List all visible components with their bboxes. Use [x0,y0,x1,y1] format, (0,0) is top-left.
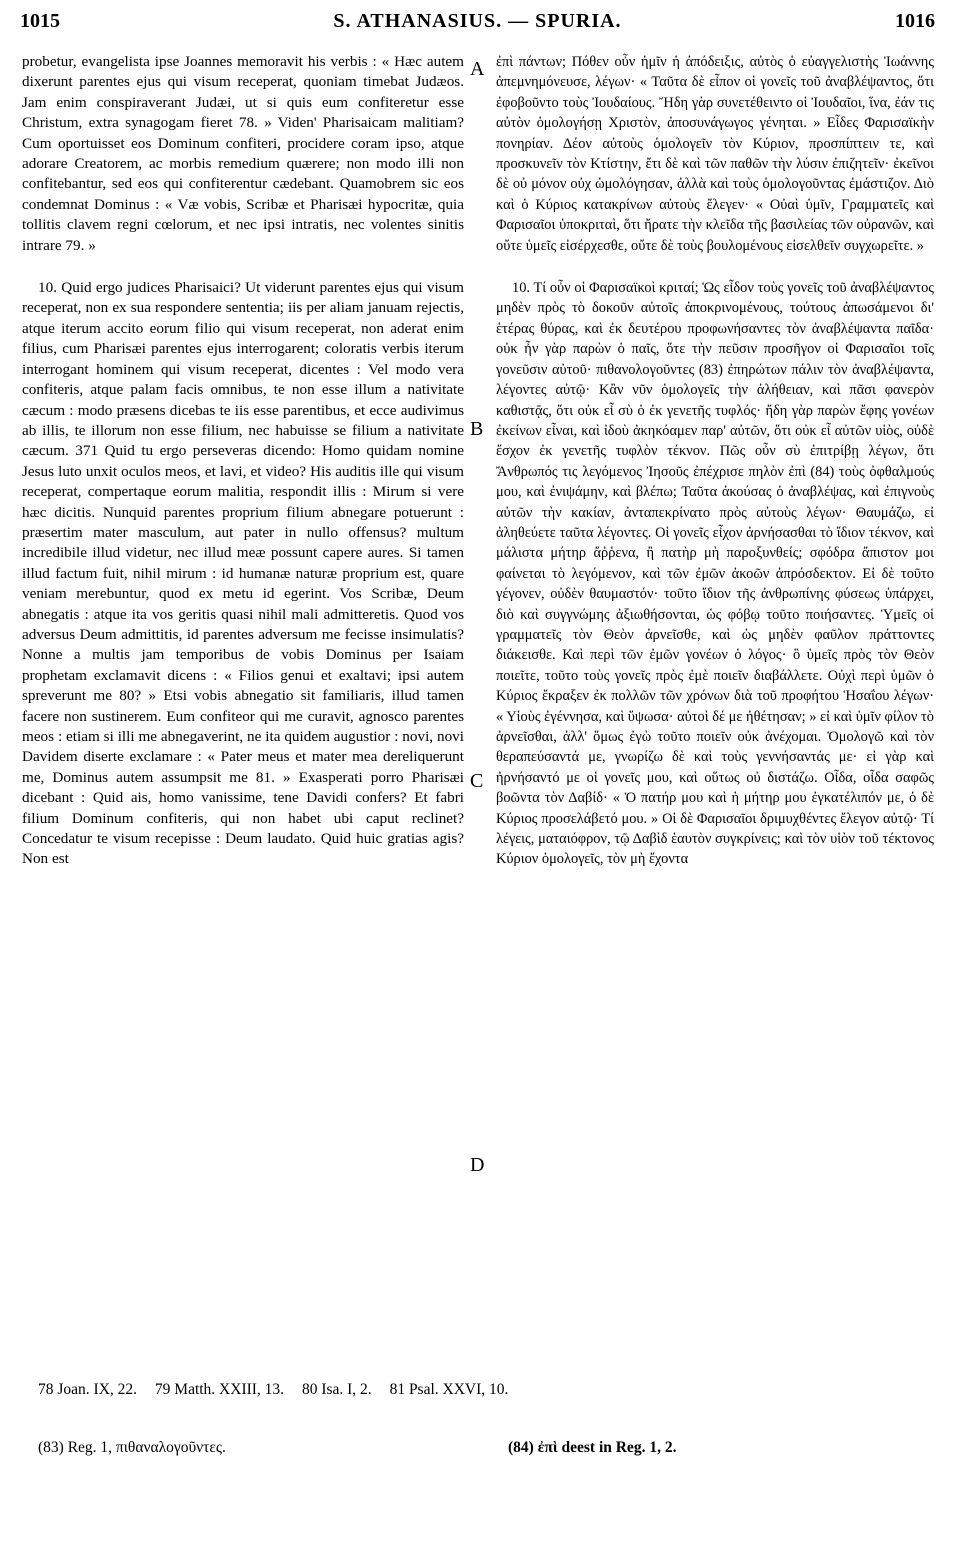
variant-note-84: (84) ἐπὶ deest in Reg. 1, 2. [508,1439,677,1456]
running-title: S. ATHANASIUS. — SPURIA. [333,10,622,32]
section-marker-d: D [470,1154,485,1176]
footnote-80: 80 Isa. I, 2. [301,1381,372,1398]
footnotes [38,1381,522,1399]
footnote-78: 78 Joan. IX, 22. [38,1381,138,1398]
greek-paragraph-2: 10. Τί οὖν οἱ Φαρισαϊκοὶ κριταί; Ὡς εἶδον τοὺς γονεῖς τοῦ ἀναβλέψαντος μηδὲν πρὸς τὸ δοκοῦν αὐτοῖς ἀποκρινομένους, τούτους ἀπωσάμενοι δι' ἑτέρας θύρας, καὶ ἐκ δευτέρου προφωνήσαντες τὸν ἀναβλέψαντα παῖδα· οὐκ ἦν γὰρ παρὼν ὁ παῖς, ὅτε τὴν πεῦσιν προσῆγον οἱ Φαρισαῖοι τοῖς γονεῦσιν αὐτοῦ· πιθανολογοῦντες (83) ἐπηρώτων πάλιν τὸν ἀναβλέψαντα, λέγοντες αὐτῷ· Κἂν νῦν ὁμολογεῖς τὴν ἀλήθειαν, καὶ πᾶσι φανερὸν καθιστᾷς, ὅτι οὐκ εἶ σὺ ὁ ἐκ γενετῆς τυφλός· ἤδη γὰρ παρὼν ἔφης γονέων ἐκείνων εἶναι, καὶ ἰδοὺ ἀκηκόαμεν παρ' αὐτῶν, ὅτι οὐκ εἶ αὐτῶν υἱὸς, οὐδὲ ἔσχον ἐκ γενετῆς τυφλὸν τέκνον. Πῶς οὖν σὺ ἐπιτρίβῃ λέγων, ὅτι Ἄνθρωπός τις λεγόμενος Ἰησοῦς ἐπέχρισε πηλὸν ἐπὶ (84) τοὺς ὀφθαλμούς μου, καὶ ἐνιψάμην, καὶ βλέπω; Ταῦτα ἀκούσας ὁ ἀναβλέψας, καὶ ἐπιγνοὺς αὐτῶν τὴν κακίαν, ἀνταπεκρίνατο πρὸς αὐτοὺς λέγων· Θαυμάζω, εἰ ἀληθεύετε ταῦτα λέγοντες. Οἱ γονεῖς εἶχον ἀρνήσασθαι τὸ ἴδιον τέκνον, καὶ μάλιστα μήτηρ ἄῤῥενα, ἢ πατὴρ μὴ παροξυνθείς; σφόδρα ἄπιστον μοι φαίνεται τὸ λεγόμενον, καὶ τῶν ἐμῶν ἀκοῶν ἀπρόσδεκτον. Εἰ δὲ τοῦτο γέγονεν, οὐδὲν θαυμαστόν· τοῦτο ἴδιον τῆς ἀνθρωπίνης φύσεως ὑπάρχει, διὸ καὶ συγγνώμης ἀξιωθήσονται, ὡς φόβῳ τοῦτο ποιήσαντες. Ὑμεῖς οἱ γραμματεῖς τὸν Θεὸν ἀρνεῖσθε, καὶ ὡς μηδὲν φαῦλον πράττοντες διάκεισθε. Καὶ περὶ τῶν ἐμῶν γονέων ὁ λόγος· ὃ ὑμεῖς πρὸς τὸν Θεὸν ποιεῖτε, τοῦτο τοὺς γονεῖς πρὸς ἐμὲ ποιεῖν διαβάλλετε. Οὐχὶ περὶ ὑμῶν ὁ Κύριος ἔκραξεν ἐκ πολλῶν τῶν χρόνων διὰ τοῦ προφήτου Ἡσαΐου λέγων· « Υἱοὺς ἐγέννησα, καὶ ὕψωσα· αὐτοὶ δέ με ἠθέτησαν; » εἰ καὶ ὑμῖν φίλον τὸ ἀρνεῖσθαι, ἀλλ' ὅμως ἐγὼ τοῦτο ποιεῖν οὐκ ἀνέχομαι. Ὁμολογῶ καὶ τὸν θεραπεύσαντά με, γνωρίζω δὲ καὶ τοὺς γεννήσαντάς με· εἰ γὰρ καὶ ἠρνήσαντό με οἱ γονεῖς μου, καὶ οὕτως οὐ διστάζω. Οἶδα, οἶδα σαφῶς βοῶντα τὸν Δαβίδ· « Ὁ πατήρ μου καὶ ἡ μήτηρ μου ἐγκατέλιπόν με, ὁ δὲ Κύριος προσελάβετό μου. » Οἱ δὲ Φαρισαῖοι δριμυχθέντες ἔλεγον αὐτῷ· Τί λέγεις, ματαιόφρον, τῷ Δαβὶδ ἑαυτὸν συγκρίνεις; καὶ τὸν υἱὸν τοῦ τέκτονος Κύριον ὁμολογεῖς, τὸν μὴ ἔχοντα [496,280,934,868]
greek-paragraph-1: ἐπὶ πάντων; Πόθεν οὖν ἡμῖν ἡ ἀπόδειξις, αὐτὸς ὁ εὐαγγελιστὴς Ἰωάννης ἀπεμνημόνευσε, λέγων· « Ταῦτα δὲ εἶπον οἱ γονεῖς τοῦ ἀναβλέψαντος, ὅτι ἐφοβοῦντο τοὺς Ἰουδαίους. Ἤδη γὰρ συνετέθειντο οἱ Ἰουδαῖοι, ἵνα, ἐάν τις αὐτὸν ὁμολογήσῃ Χριστὸν, ἀποσυνάγωγος γένηται. » Εἶδες Φαρισαϊκὴν πονηρίαν. Δέον αὐτοὺς ὁμολογεῖν τὸν Κύριον, προσπίπτειν τε, καὶ προσκυνεῖν τὸν Κτίστην, ἔτι δὲ καὶ τῶν παθῶν τὴν λύσιν ἐπιζητεῖν· ἐκεῖνοι δὲ οὐ μόνον οὐχ ὡμολόγησαν, ἀλλὰ καὶ τοὺς ὁμολογοῦντας ἐμάστιζον. Διὸ καὶ ὁ Κύριος κατακρίνων αὐτοὺς ἔλεγεν· « Οὐαὶ ὑμῖν, Γραμματεῖς καὶ Φαρισαῖοι ὑποκριταὶ, ὅτι ἤρατε τὴν κλεῖδα τῆς βασιλείας τῶν οὐρανῶν, καὶ οὔτε ὑμεῖς εἰσέρχεσθε, οὔτε δὲ τοὺς βουλομένους εἰσελθεῖν συγχωρεῖτε. » [496,54,934,254]
section-marker-b: B [470,418,484,440]
page-number-left: 1015 [20,10,60,32]
latin-paragraph-2: 10. Quid ergo judices Pharisaici? Ut viderunt parentes ejus qui visum receperat, non ex sua respondere sententia; iis per aliam januam rejectis, atque iterum accito eorum filio qui visum receperat, non aderat enim filius, cum Pharisæi parentes ejus interrogarent; coloratis verbis iterum interrogant hominem qui visum receperat, dicentes : Vel modo vera confiteris, atque palam facis omnibus, te non esse illum a nativitate cæcum : modo præsens dicebas te iis esse parentibus, et ecce audivimus ab illis, te illorum non esse filium, nec habuisse se filium a nativitate cæcum. 371 Quid tu ergo perseveras dicendo: Homo quidam nomine Jesus luto unxit oculos meos, et lavi, et video? His auditis ille qui visum receperat, compertaque eorum malitia, respondit illis : Mirum si vere hæc dicitis. Nunquid parentes proprium filium abnegare potuerunt : præsertim mater masculum, aut pater in nullo offensus? multum incredibile illud videtur, nec illud meæ possunt capere aures. Si tamen illud factum fuit, nihil mirum : id humanæ naturæ proprium est, quare veniam merebuntur, quod ex metu id egerint. Vos Scribæ, Deum abnegatis : atque ita vos geritis quasi nihil mali admitteretis. Quod vos adversus Deum admittitis, id parentes adversum me fecisse insimulatis? Nonne a multis jam temporibus de vobis Dominus per Isaiam prophetam exclamavit dicens : « Filios genui et exaltavi; ipsi autem spreverunt me 80? » Etsi vobis abnegatio sit familiaris, illud tamen facere non sustinerem. Eum confiteor qui me curavit, agnosco parentes meos : etiam si illi me abnegaverint, ne ita quidem augustior : novi, novi Davidem diserte exclamare : « Pater meus et mater mea dereliquerunt me, Dominus autem assumpsit me 81. » Exasperati porro Pharisæi dicebant : Quid ais, homo vanissime, tene Davidi confers? Et fabri filium Dominum confiteris, qui non habet ubi caput reclinet? Concedatur te visum recepisse : Deum laudato. Quid huic gratias agis? Non est [22,279,464,868]
latin-column [22,52,464,870]
latin-paragraph-1: probetur, evangelista ipse Joannes memoravit his verbis : « Hæc autem dixerunt parentes ejus qui visum receperat, quoniam timebat Judæos. Jam enim conspiraverant Judæi, ut si quis eum confiteretur esse Christum, extra synagogam fieret 78. » Viden' Pharisaicam malitiam? Cum oportuisset eos Dominum confiteri, procidere coram ipso, atque adorare Creatorem, ac morbis remedium quærere; non modo illi non confitebantur, sed eos qui confiterentur cædebant. Quamobrem sic eos condemnat Dominus : « Væ vobis, Scribæ et Pharisæi hypocritæ, quia tollitis clavem regni cœlorum, et nec ipsi intratis, nec volentes sinitis intrare 79. » [22,53,464,254]
section-marker-a: A [470,58,485,80]
footnote-79: 79 Matth. XXIII, 13. [154,1381,285,1398]
page-number-right: 1016 [895,10,935,32]
page-header [20,10,935,40]
footnote-81: 81 Psal. XXVI, 10. [389,1381,509,1398]
greek-column [496,52,934,870]
section-marker-c: C [470,770,484,792]
variant-note-83: (83) Reg. 1, πιθαναλογοῦντες. [38,1439,226,1456]
